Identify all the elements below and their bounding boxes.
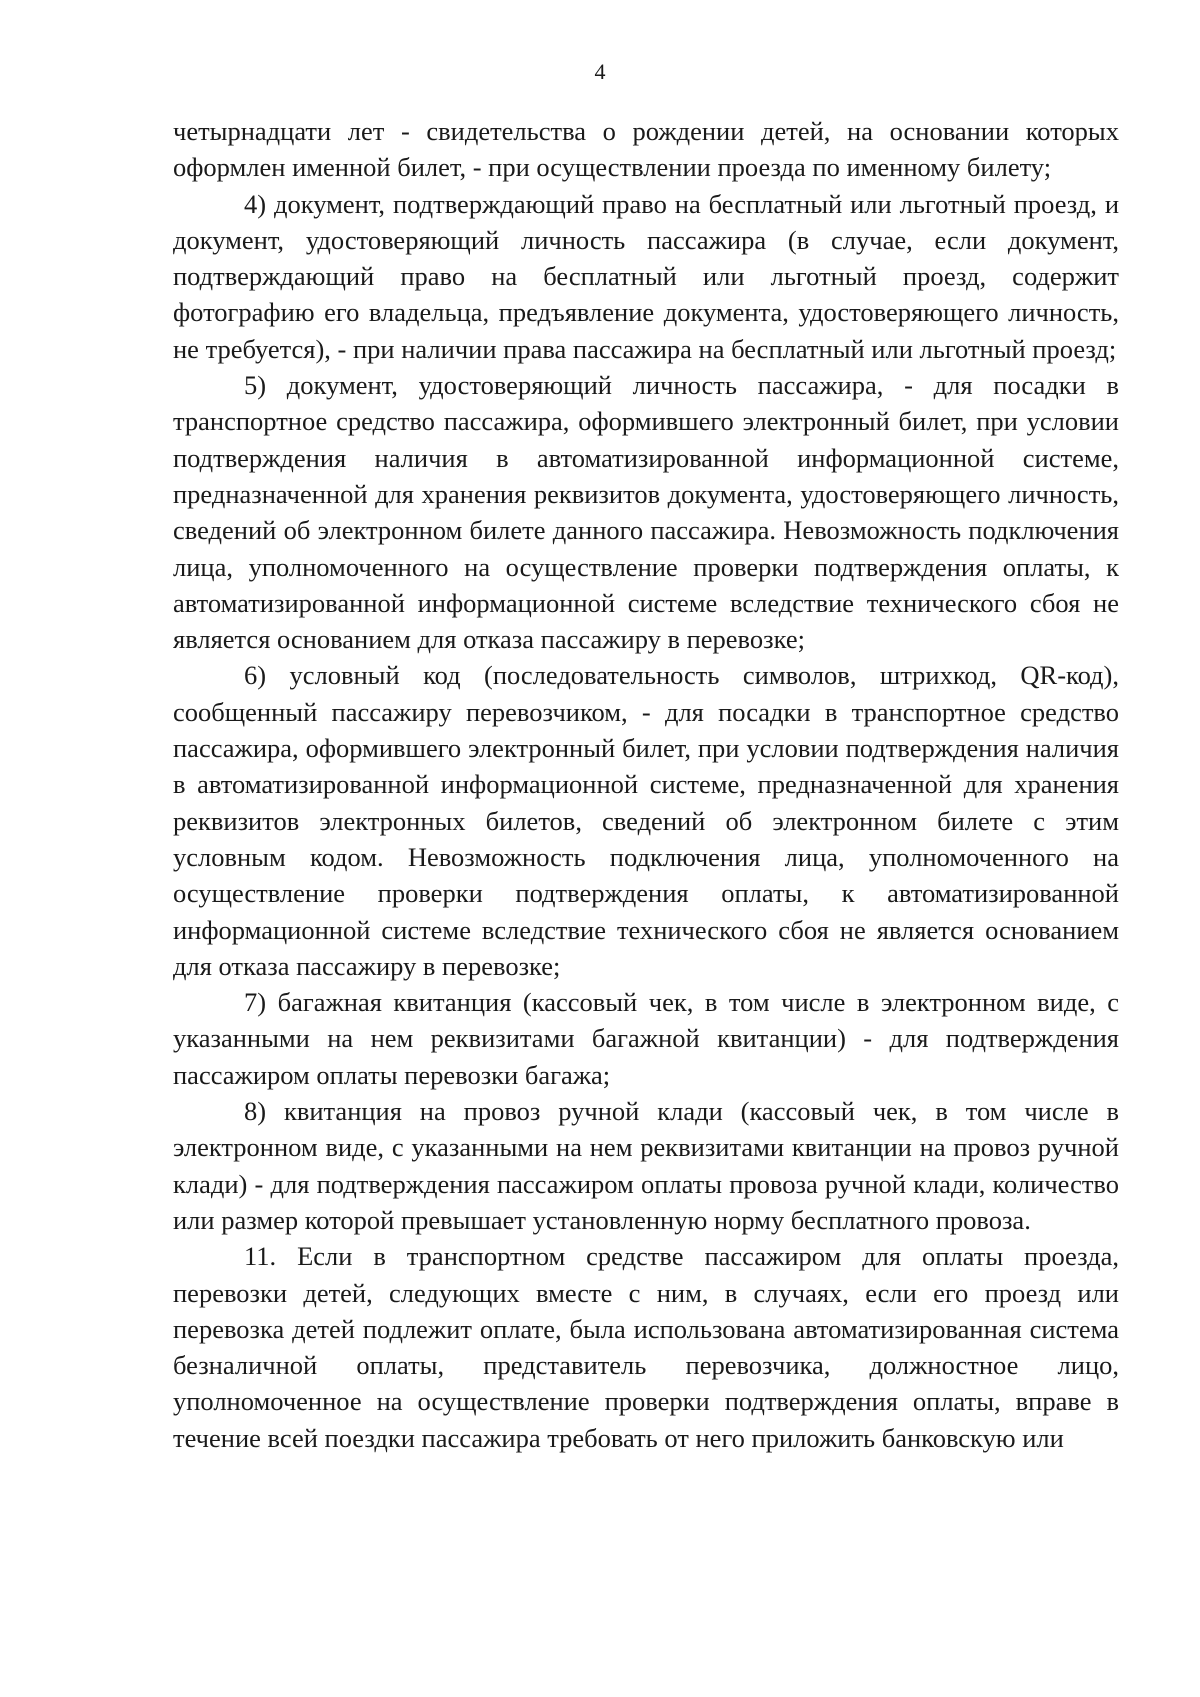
paragraph-item-5: 5) документ, удостоверяющий личность пассажира, - для посадки в транспортное средство пассажира, оформившего электронный билет, при условии подтверждения наличия в автоматизированной информационной системе, предназначенной для хранения реквизитов документа, удостоверяющего личность, сведений об электронном билете данного пассажира. Невозможность подключения лица, уполномоченного на осуществление проверки подтверждения оплаты, к автоматизированной информационной системе вследствие технического сбоя не является основанием для отказа пассажиру в перевозке; (173, 370, 1119, 655)
document-body (173, 113, 1119, 1456)
page-number: 4 (594, 59, 606, 84)
paragraph-continuation: четырнадцати лет - свидетельства о рождении детей, на основании которых оформлен именной билет, - при осуществлении проезда по именному билету; (173, 116, 1119, 183)
paragraph-item-4: 4) документ, подтверждающий право на бесплатный или льготный проезд, и документ, удостоверяющий личность пассажира (в случае, если документ, подтверждающий право на бесплатный или льготный проезд, содержит фотографию его владельца, предъявление документа, удостоверяющего личность, не требуется), - при наличии права пассажира на бесплатный или льготный проезд; (173, 188, 1119, 364)
paragraph-item-8: 8) квитанция на провоз ручной клади (кассовый чек, в том числе в электронном виде, с указанными на нем реквизитами квитанции на провоз ручной клади) - для подтверждения пассажиром оплаты провоза ручной клади, количество или размер которой превышает установленную норму бесплатного провоза. (173, 1096, 1119, 1235)
paragraph-section-11: 11. Если в транспортном средстве пассажиром для оплаты проезда, перевозки детей, следующих вместе с ним, в случаях, если его проезд или перевозка детей подлежит оплате, была использована автоматизированная система безналичной оплаты, представитель перевозчика, должностное лицо, уполномоченное на осуществление проверки подтверждения оплаты, вправе в течение всей поездки пассажира требовать от него приложить банковскую или (173, 1241, 1119, 1453)
paragraph-item-7: 7) багажная квитанция (кассовый чек, в том числе в электронном виде, с указанными на нем реквизитами багажной квитанции) - для подтверждения пассажиром оплаты перевозки багажа; (173, 987, 1119, 1090)
paragraph-item-6: 6) условный код (последовательность символов, штрихкод, QR-код), сообщенный пассажиру перевозчиком, - для посадки в транспортное средство пассажира, оформившего электронный билет, при условии подтверждения наличия в автоматизированной информационной системе, предназначенной для хранения реквизитов электронных билетов, сведений об электронном билете с этим условным кодом. Невозможность подключения лица, уполномоченного на осуществление проверки подтверждения оплаты, к автоматизированной информационной системе вследствие технического сбоя не является основанием для отказа пассажиру в перевозке; (173, 660, 1119, 981)
